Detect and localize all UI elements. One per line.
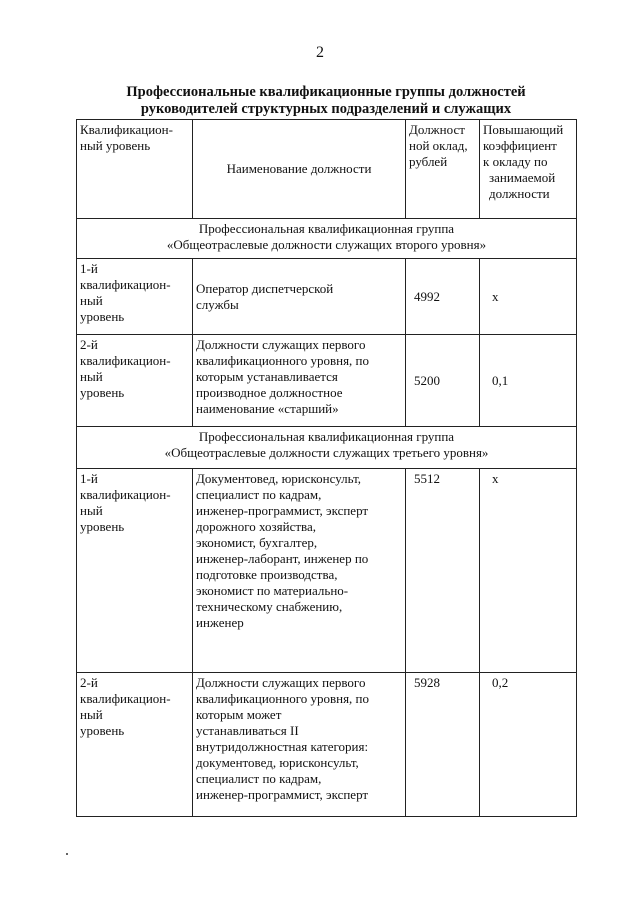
document-title-line-1: Профессиональные квалификационные группы должностей	[126, 84, 526, 100]
cell-position-line: инженер-программист, эксперт	[196, 503, 369, 518]
cell-position-name	[193, 673, 406, 817]
cell-position-line: экономист по материально-	[196, 583, 349, 598]
cell-position-line: инженер-программист, эксперт	[196, 787, 369, 802]
group-header-row	[77, 219, 577, 259]
cell-level-line: ный	[80, 707, 103, 722]
header-coefficient-line: коэффициент	[483, 138, 557, 153]
group-title-line: «Общеотраслевые должности служащих третьего уровня»	[164, 445, 489, 460]
cell-position-line: инженер-лаборант, инженер по	[196, 551, 369, 566]
cell-level-line: квалификацион-	[80, 353, 171, 368]
header-level-line: ный уровень	[80, 138, 151, 153]
cell-position-line: специалист по кадрам,	[196, 771, 322, 786]
cell-position-name	[193, 335, 406, 427]
cell-position-line: внутридолжностная категория:	[196, 739, 369, 754]
cell-level-line: квалификацион-	[80, 691, 171, 706]
header-position-name: Наименование должности	[193, 120, 406, 219]
cell-position-name	[193, 259, 406, 335]
cell-level	[77, 673, 193, 817]
cell-position-line: устанавливаться II	[196, 723, 299, 738]
cell-coefficient: 0,1	[480, 335, 577, 427]
cell-salary: 5928	[406, 673, 480, 817]
table-row	[77, 259, 577, 335]
group-title-line: Профессиональная квалификационная группа	[198, 429, 455, 444]
cell-level	[77, 335, 193, 427]
group-title	[77, 427, 577, 469]
cell-level	[77, 469, 193, 673]
header-salary-line: ной оклад,	[409, 138, 468, 153]
group-title-line: Профессиональная квалификационная группа	[198, 221, 455, 236]
table-header-row	[77, 120, 577, 219]
group-title	[77, 219, 577, 259]
cell-position-line: квалификационного уровня, по	[196, 353, 369, 368]
cell-position-name	[193, 469, 406, 673]
header-salary	[406, 120, 480, 219]
page-number: 2	[316, 44, 324, 61]
cell-level	[77, 259, 193, 335]
cell-position-line: специалист по кадрам,	[196, 487, 322, 502]
cell-level-line: квалификацион-	[80, 487, 171, 502]
cell-position-line: Должности служащих первого	[196, 675, 366, 690]
cell-level-line: квалификацион-	[80, 277, 171, 292]
cell-level-line: ный	[80, 293, 103, 308]
cell-level-line: 2-й	[80, 675, 98, 690]
group-header-row	[77, 427, 577, 469]
cell-level-line: ный	[80, 369, 103, 384]
cell-coefficient: х	[480, 469, 577, 673]
cell-position-line: которым может	[196, 707, 282, 722]
header-salary-line: рублей	[409, 154, 448, 169]
header-coefficient-line: занимаемой	[489, 170, 556, 185]
cell-position-line: квалификационного уровня, по	[196, 691, 369, 706]
header-coefficient	[480, 120, 577, 219]
cell-position-line: Документовед, юрисконсульт,	[196, 471, 362, 486]
header-coefficient-line: Повышающий	[483, 122, 564, 137]
cell-position-line: которым устанавливается	[196, 369, 338, 384]
cell-position-line: подготовке производства,	[196, 567, 338, 582]
cell-position-line: документовед, юрисконсульт,	[196, 755, 359, 770]
cell-level-line: уровень	[80, 385, 125, 400]
header-level	[77, 120, 193, 219]
cell-level-line: 1-й	[80, 261, 98, 276]
header-coefficient-line: должности	[489, 186, 550, 201]
cell-level-line: ный	[80, 503, 103, 518]
cell-position-line: техническому снабжению,	[196, 599, 343, 614]
header-salary-line: Должност	[409, 122, 465, 137]
scan-speck	[66, 853, 68, 855]
cell-position-line: производное должностное	[196, 385, 343, 400]
cell-level-line: уровень	[80, 519, 125, 534]
cell-salary: 4992	[406, 259, 480, 335]
header-level-line: Квалификацион-	[80, 122, 173, 137]
group-title-line: «Общеотраслевые должности служащих второго уровня»	[166, 237, 487, 252]
cell-salary: 5512	[406, 469, 480, 673]
cell-position-line: дорожного хозяйства,	[196, 519, 317, 534]
cell-position-line: службы	[196, 296, 239, 312]
table-row	[77, 469, 577, 673]
document-title	[76, 84, 576, 118]
cell-level-line: 2-й	[80, 337, 98, 352]
cell-coefficient: 0,2	[480, 673, 577, 817]
cell-level-line: уровень	[80, 309, 125, 324]
cell-level-line: 1-й	[80, 471, 98, 486]
cell-coefficient: х	[480, 259, 577, 335]
header-coefficient-line: к окладу по	[483, 154, 548, 169]
cell-position-line: Оператор диспетчерской	[196, 280, 334, 296]
cell-position-line: экономист, бухгалтер,	[196, 535, 318, 550]
document-title-line-2: руководителей структурных подразделений и служащих	[140, 101, 512, 117]
qualification-table	[76, 119, 577, 817]
table-row	[77, 335, 577, 427]
cell-level-line: уровень	[80, 723, 125, 738]
cell-position-line: инженер	[196, 615, 244, 630]
cell-salary: 5200	[406, 335, 480, 427]
cell-position-line: наименование «старший»	[196, 401, 339, 416]
table-row	[77, 673, 577, 817]
cell-position-line: Должности служащих первого	[196, 337, 366, 352]
